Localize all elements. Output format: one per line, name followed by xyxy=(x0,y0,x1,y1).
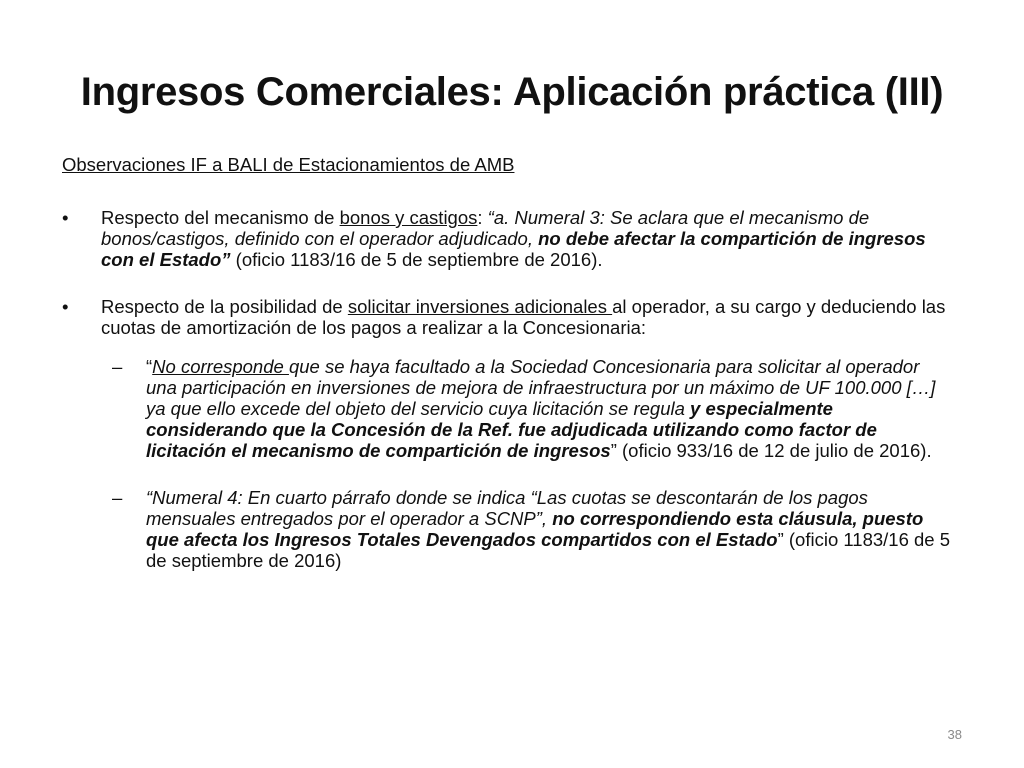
text-run: al operador, a su cargo y deduciendo las cuotas de amortización de los pagos a realizar a la Concesionaria: xyxy=(101,296,946,338)
bullet-mark: • xyxy=(62,296,69,317)
sub-bullet-numeral-4 xyxy=(62,487,954,571)
slide-title: Ingresos Comerciales: Aplicación práctica (III) xyxy=(80,70,944,114)
bullet-text xyxy=(101,207,926,270)
page-number: 38 xyxy=(947,727,962,742)
text-run: (oficio 1183/16 de 5 de septiembre de 2016). xyxy=(230,249,603,270)
sub-bullet-no-corresponde xyxy=(62,356,954,461)
italic-run: “a. Numeral 3: Se aclara que el mecanismo de bonos/castigos, definido con el operador adjudicado, xyxy=(101,207,870,249)
italic-run: “Numeral 4: En cuarto párrafo donde se indica “Las cuotas se descontarán de los pagos mensuales entregados por el operador a SCNP”, xyxy=(146,487,868,529)
italic-underlined-run: No corresponde xyxy=(152,356,289,377)
text-run: ” (oficio 1183/16 de 5 de septiembre de 2016) xyxy=(146,529,951,571)
bullet-text xyxy=(101,296,945,338)
sub-bullet-text xyxy=(146,487,950,571)
text-run: ” (oficio 933/16 de 12 de julio de 2016). xyxy=(610,440,932,461)
italic-run: que se haya facultado a la Sociedad Concesionaria para solicitar al operador una participación en inversiones de mejora de infraestructura por un máximo de UF 100.000 […] ya que ello excede del objeto del servicio cuya licitación se regula xyxy=(146,356,936,419)
bullet-bonos-castigos xyxy=(62,207,962,270)
slide-body xyxy=(62,207,962,597)
bold-italic-run: no correspondiendo esta cláusula, puesto que afecta los Ingresos Totales Devengados compartidos con el Estado xyxy=(146,508,924,550)
underlined-run: bonos y castigos xyxy=(339,207,478,228)
dash-mark: – xyxy=(112,487,123,508)
underlined-run: solicitar inversiones adicionales xyxy=(347,296,613,317)
dash-mark: – xyxy=(112,356,123,377)
bullet-mark: • xyxy=(62,207,69,228)
bold-italic-run: no debe afectar la compartición de ingresos con el Estado” xyxy=(101,228,926,270)
text-run: Respecto de la posibilidad de xyxy=(101,296,348,317)
bullet-inversiones-adicionales xyxy=(62,296,962,338)
text-run: : xyxy=(477,207,488,228)
text-run: “ xyxy=(146,356,153,377)
sub-bullet-text xyxy=(146,356,935,461)
slide-subtitle: Observaciones IF a BALI de Estacionamientos de AMB xyxy=(62,154,515,175)
bold-italic-run: y especialmente considerando que la Concesión de la Ref. fue adjudicada utilizando como factor de licitación el mecanismo de compartición de ingresos xyxy=(146,398,877,461)
text-run: Respecto del mecanismo de xyxy=(101,207,340,228)
